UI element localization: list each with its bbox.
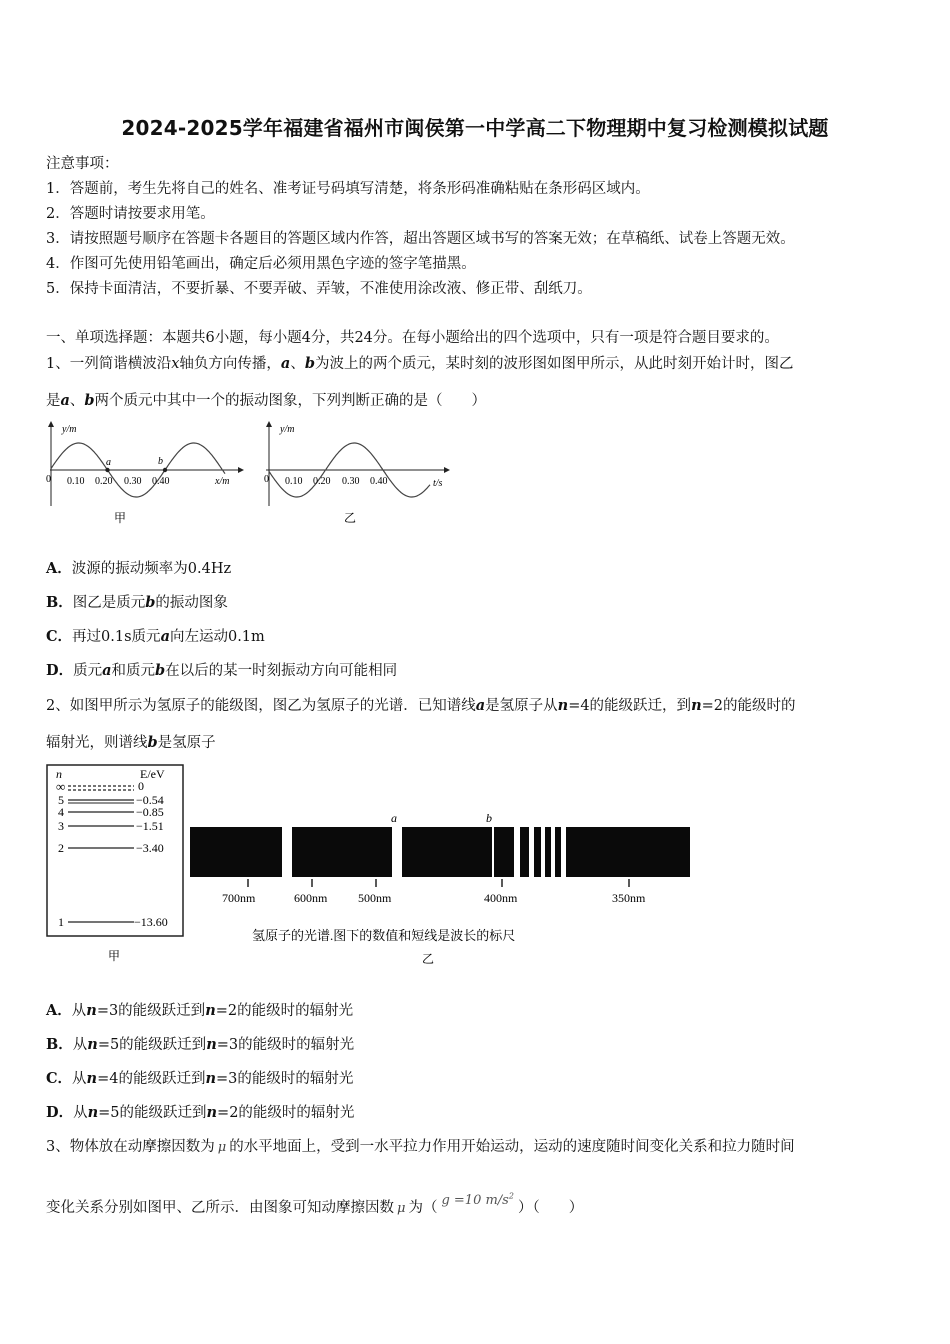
t-label: t/s — [433, 478, 443, 489]
spectrum-band — [566, 827, 690, 877]
q1-option-c[interactable]: C．再过0.1s质元a向左运动0.1m — [46, 628, 265, 645]
notice-item: 5．保持卡面清洁，不要折暴、不要弄破、弄皱，不准使用涂改液、修正带、刮纸刀。 — [46, 281, 592, 297]
notice-item: 4．作图可先使用铅笔画出，确定后必须用黑色字迹的签字笔描黑。 — [46, 256, 476, 272]
tick-label: 0.10 — [285, 476, 303, 487]
x-axis-arrow — [238, 467, 244, 473]
q1-option-d[interactable]: D．质元a和质元b在以后的某一时刻振动方向可能相同 — [46, 662, 398, 679]
tick-label: 0.30 — [124, 476, 142, 487]
level-energy: −0.85 — [136, 805, 164, 819]
q1-option-b[interactable]: B．图乙是质元b的振动图象 — [46, 594, 228, 611]
spectrum-band — [190, 827, 282, 877]
scale-label: 600nm — [294, 891, 328, 905]
vibration-graph-yi — [258, 418, 458, 530]
energy-level-diagram — [44, 762, 186, 968]
level-n: 1 — [58, 915, 64, 929]
tick-label: 0.20 — [313, 476, 331, 487]
section-heading: 一、单项选择题：本题共6小题，每小题4分，共24分。在每小题给出的四个选项中，只有一项是符合题目要求的。 — [46, 330, 779, 346]
q2-option-b[interactable]: B．从n=5的能级跃迁到n=3的能级时的辐射光 — [46, 1036, 355, 1053]
wave-graph-jia — [40, 418, 250, 530]
level-energy: 0 — [138, 779, 144, 793]
y-axis-arrow — [266, 421, 272, 427]
q3-stem-line1: 3、物体放在动摩擦因数为 μ 的水平地面上，受到一水平拉力作用开始运动，运动的速度随时间变化关系和拉力随时间 — [46, 1139, 795, 1155]
line-b-label: b — [486, 811, 492, 825]
y-axis-arrow — [48, 421, 54, 427]
q1-stem-line1: 1、一列简谐横波沿x轴负方向传播，a、b为波上的两个质元，某时刻的波形图如图甲所示，从此时刻开始计时，图乙 — [46, 355, 794, 372]
hydrogen-spectrum — [186, 806, 698, 970]
spectrum-note: 氢原子的光谱.图下的数值和短线是波长的标尺 — [252, 928, 516, 943]
tick-label: 0.40 — [370, 476, 388, 487]
q1-stem-line2: 是a、b两个质元中其中一个的振动图象，下列判断正确的是（ ） — [46, 392, 487, 409]
spectrum-band — [545, 827, 551, 877]
e-label: E/eV — [140, 767, 165, 781]
q2-option-d[interactable]: D．从n=5的能级跃迁到n=2的能级时的辐射光 — [46, 1104, 355, 1121]
point-b-label: b — [158, 456, 163, 467]
spectrum-band — [555, 827, 561, 877]
level-n: 4 — [58, 805, 64, 819]
level-energy: −3.40 — [136, 841, 164, 855]
spectrum-caption: 乙 — [422, 952, 435, 966]
level-energy: −0.54 — [136, 793, 164, 807]
spectrum-band — [402, 827, 492, 877]
point-a-label: a — [106, 457, 111, 468]
g-expression: g =10 $m/s^2$ — [441, 1191, 514, 1208]
point-b — [163, 468, 167, 472]
q1-option-a[interactable]: A．波源的振动频率为0.4Hz — [46, 560, 232, 577]
tick-label: 0.30 — [342, 476, 360, 487]
mu-symbol: μ — [217, 1140, 227, 1155]
graph-caption: 乙 — [344, 511, 357, 525]
spectrum-band — [534, 827, 541, 877]
q2-option-c[interactable]: C．从n=4的能级跃迁到n=3的能级时的辐射光 — [46, 1070, 354, 1087]
level-energy: −13.60 — [134, 915, 168, 929]
notice-heading: 注意事项： — [46, 156, 119, 172]
graph-caption: 甲 — [114, 511, 127, 525]
spectrum-band — [494, 827, 514, 877]
scale-label: 350nm — [612, 891, 646, 905]
tick-label: 0.20 — [95, 476, 113, 487]
level-n: ∞ — [56, 779, 66, 794]
level-energy: −1.51 — [136, 819, 164, 833]
tick-label: 0.40 — [152, 476, 170, 487]
point-a — [105, 468, 109, 472]
origin-label: 0 — [264, 474, 269, 485]
q2-stem-line2: 辐射光，则谱线b是氢原子 — [46, 734, 216, 751]
scale-label: 700nm — [222, 891, 256, 905]
x-label: x/m — [215, 476, 230, 487]
q2-stem-line1: 2、如图甲所示为氢原子的能级图，图乙为氢原子的光谱．已知谱线a是氢原子从n=4的能级跃迁，到n=2的能级时的 — [46, 697, 796, 714]
notice-item: 3．请按照题号顺序在答题卡各题目的答题区域内作答，超出答题区域书写的答案无效；在草稿纸、试卷上答题无效。 — [46, 231, 795, 247]
y-label: y/m — [62, 424, 77, 435]
q3-stem-line2: 变化关系分别如图甲、乙所示．由图象可知动摩擦因数 μ 为（ g =10 $m/s^2$）（ ） — [46, 1191, 584, 1216]
tick-label: 0.10 — [67, 476, 85, 487]
level-n: 5 — [58, 793, 64, 807]
scale-label: 500nm — [358, 891, 392, 905]
level-n: 2 — [58, 841, 64, 855]
level-n: 3 — [58, 819, 64, 833]
origin-label: 0 — [46, 474, 51, 485]
diagram-caption: 甲 — [108, 949, 121, 963]
scale-label: 400nm — [484, 891, 518, 905]
line-a-label: a — [391, 811, 397, 825]
notice-item: 2．答题时请按要求用笔。 — [46, 206, 215, 222]
q2-option-a[interactable]: A．从n=3的能级跃迁到n=2的能级时的辐射光 — [46, 1002, 354, 1019]
y-label: y/m — [280, 424, 295, 435]
spectrum-band — [520, 827, 529, 877]
n-label: n — [56, 767, 62, 781]
notice-item: 1．答题前，考生先将自己的姓名、准考证号码填写清楚，将条形码准确粘贴在条形码区域内。 — [46, 181, 650, 197]
page-title: 2024-2025学年福建省福州市闽侯第一中学高二下物理期中复习检测模拟试题 — [121, 116, 829, 140]
t-axis-arrow — [444, 467, 450, 473]
spectrum-band — [292, 827, 392, 877]
mu-symbol: μ — [397, 1201, 406, 1216]
